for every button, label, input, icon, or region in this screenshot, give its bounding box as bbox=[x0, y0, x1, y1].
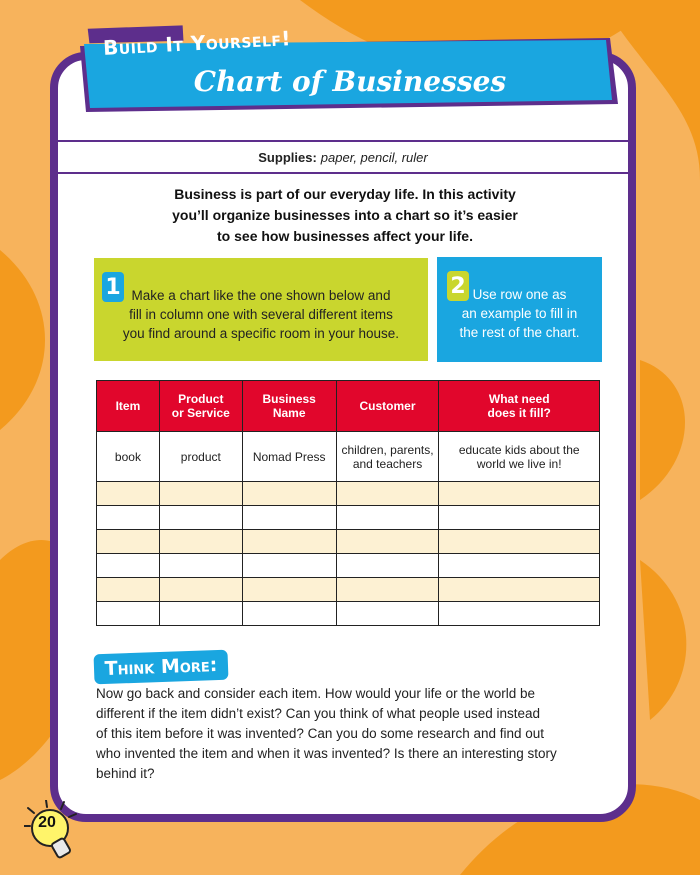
header-business-name: Business Name bbox=[242, 381, 336, 432]
step-1-box bbox=[94, 258, 428, 361]
think-more-line: different if the item didn’t exist? Can you think of what people used instead bbox=[96, 706, 541, 721]
step-2-line: an example to fill in bbox=[461, 306, 578, 321]
header-what-need: What need does it fill? bbox=[439, 381, 600, 432]
header-product-or-service: Product or Service bbox=[159, 381, 242, 432]
step-2-line: the rest of the chart. bbox=[459, 325, 580, 340]
table-row-example bbox=[97, 432, 600, 482]
business-chart-table bbox=[96, 380, 600, 626]
table-cell: educate kids about the world we live in! bbox=[439, 432, 600, 482]
table-cell: book bbox=[97, 432, 160, 482]
table-cell: Nomad Press bbox=[242, 432, 336, 482]
table-header-row bbox=[97, 381, 600, 432]
step-1-line: fill in column one with several different items bbox=[129, 307, 393, 322]
table-row-blank bbox=[97, 578, 600, 602]
intro-line: to see how businesses affect your life. bbox=[217, 228, 473, 244]
step-1-line: Make a chart like the one shown below and bbox=[131, 288, 391, 303]
table-cell: product bbox=[159, 432, 242, 482]
table-row-blank bbox=[97, 602, 600, 626]
think-more-line: of this item before it was invented? Can you do some research and find out bbox=[96, 726, 545, 741]
table-row-blank bbox=[97, 482, 600, 506]
table-row-blank bbox=[97, 530, 600, 554]
table-cell: children, parents, and teachers bbox=[336, 432, 439, 482]
page-number: 20 bbox=[38, 814, 56, 831]
think-more-heading: Think More: bbox=[94, 650, 229, 685]
step-2-number: 2 bbox=[447, 271, 469, 301]
think-more-text bbox=[96, 684, 596, 784]
supplies-items: paper, pencil, ruler bbox=[320, 149, 428, 165]
intro-line: you’ll organize businesses into a chart so it’s easier bbox=[172, 207, 518, 223]
header-item: Item bbox=[97, 381, 160, 432]
think-more-line: behind it? bbox=[96, 766, 155, 781]
intro-line: Business is part of our everyday life. In this activity bbox=[174, 186, 516, 202]
header-customer: Customer bbox=[336, 381, 439, 432]
header-kicker: Build It Yourself! bbox=[102, 26, 292, 60]
step-2-box bbox=[437, 257, 602, 362]
table-row-blank bbox=[97, 554, 600, 578]
step-1-line: you find around a specific room in your house. bbox=[122, 326, 400, 341]
step-2-line: Use row one as bbox=[472, 287, 567, 302]
page-title: Chart of Businesses bbox=[193, 64, 507, 98]
think-more-line: who invented the item and when it was invented? Is there an interesting story bbox=[96, 746, 557, 761]
think-more-line: Now go back and consider each item. How would your life or the world be bbox=[96, 686, 535, 701]
supplies-label: Supplies: bbox=[258, 149, 317, 165]
supplies-bar bbox=[58, 140, 628, 174]
step-1-number: 1 bbox=[102, 272, 124, 302]
table-row-blank bbox=[97, 506, 600, 530]
intro-text bbox=[120, 184, 570, 247]
